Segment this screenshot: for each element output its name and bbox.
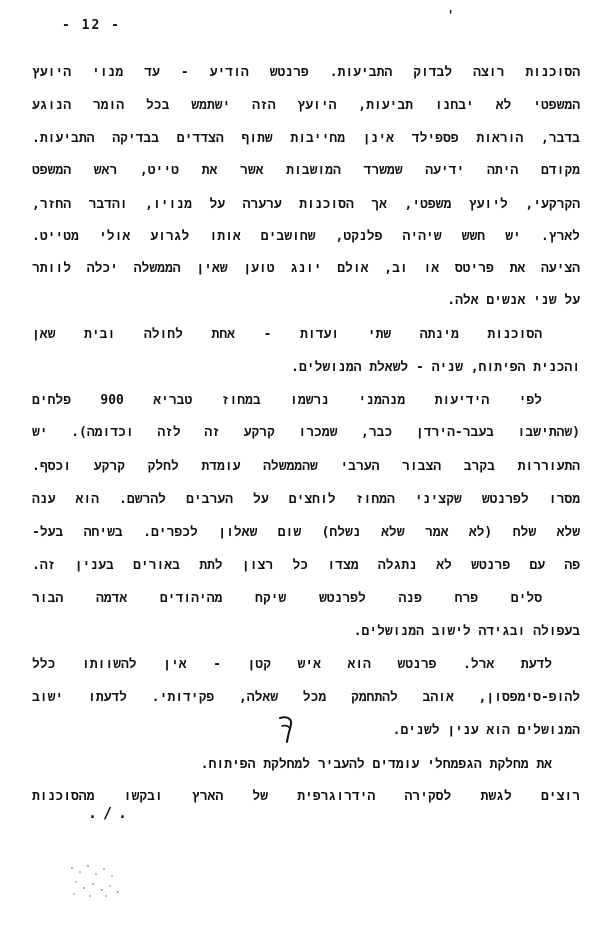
text-line-11: לפי הידיעות מנהמני נרשמו במחוז טבריא 900 פלחים — [32, 393, 542, 408]
text-line-19: לדעת ארל. פרנטש הוא איש קטן - אין להשוותו כלל — [32, 657, 552, 672]
text-line-16: פה עם פרנטש לא נתגלה מצדו כל רצון לתת באורים בענין זה. — [32, 558, 580, 573]
faint-stamp-marks — [66, 860, 136, 900]
text-line-7: הציעה את פריטס או וב, אולם יונג טוען שאין הממשלה יכלה לוותר — [32, 261, 580, 276]
text-line-10: והכנית הפיתוח, שניה - לשאלת המנושלים. — [291, 360, 580, 375]
continuation-mark: ./. — [88, 804, 134, 822]
handwritten-stroke-icon — [276, 712, 298, 748]
text-line-15: שלא שלח (לא אמר שלא נשלח) שום שאלון לכפרים. בשיחה בעל- — [32, 525, 580, 540]
margin-tick-mark: ' — [447, 8, 455, 22]
handwritten-insert — [276, 712, 298, 752]
text-line-5: הקרקעי, ליועץ משפטי, אך הסוכנות ערערה על מנויו, והדבר החזר, — [32, 197, 580, 212]
text-line-20: להופ-סימפסון, אוהב להתחמק מכל שאלה, פקידותי. לדעתו ישוב — [32, 690, 580, 705]
page-number: - 12 - — [62, 18, 121, 33]
text-line-18: בעפולה ובגידה לישוב המנושלים. — [353, 624, 580, 639]
text-line-21: המנושלים הוא ענין לשנים. — [392, 723, 580, 738]
text-line-6: לארץ. יש חשש שיהיה פלנקט, שחושבים אותו לגרוע אולי מטייט. — [32, 229, 580, 244]
text-line-4: מקודם היתה ידיעה שמשרד המושבות אשר את טייט, ראש המשפט — [32, 163, 580, 178]
text-line-23: רוצים לגשת לסקירה הידרוגרפית של הארץ ובקשו מהסוכנות — [32, 789, 580, 804]
text-line-12: (שהתישבו בעבר-הירדן כבר, שמכרו קרקע זה לזה וכדומה). יש — [32, 425, 580, 440]
text-line-14: מסרו לפרנטש שקציני המחוז לוחצים על הערבים להרשם. הוא ענה — [32, 492, 580, 507]
text-line-9: הסוכנות מינתה שתי ועדות - אחת לחולה ובית שאן — [32, 327, 542, 342]
text-line-17: סלים פרח פנה לפרנטש שיקח מהיהודים אדמה הבור — [32, 591, 542, 606]
text-line-22: את מחלקת הגפמחלי עומדים להעביר למחלקת הפיתוח. — [200, 757, 552, 772]
text-line-13: התעוררות בקרב הצבור הערבי שהממשלה עומדת לחלק קרקע וכסף. — [32, 459, 580, 474]
text-line-2: המשפטי לא יבחנו תביעות, היועץ הזה ישתמש בכל הומר הנוגע — [32, 98, 580, 113]
text-line-3: בדבר, הוראות פספילד אינן מחייבות שתוף הצדדים בבדיקה התביעות. — [32, 131, 580, 146]
text-line-8: על שני אנשים אלה. — [447, 293, 580, 308]
text-line-1: הסוכנות רוצה לבדוק התביעות. פרנטש הודיע - עד מנוי היועץ — [32, 65, 580, 80]
